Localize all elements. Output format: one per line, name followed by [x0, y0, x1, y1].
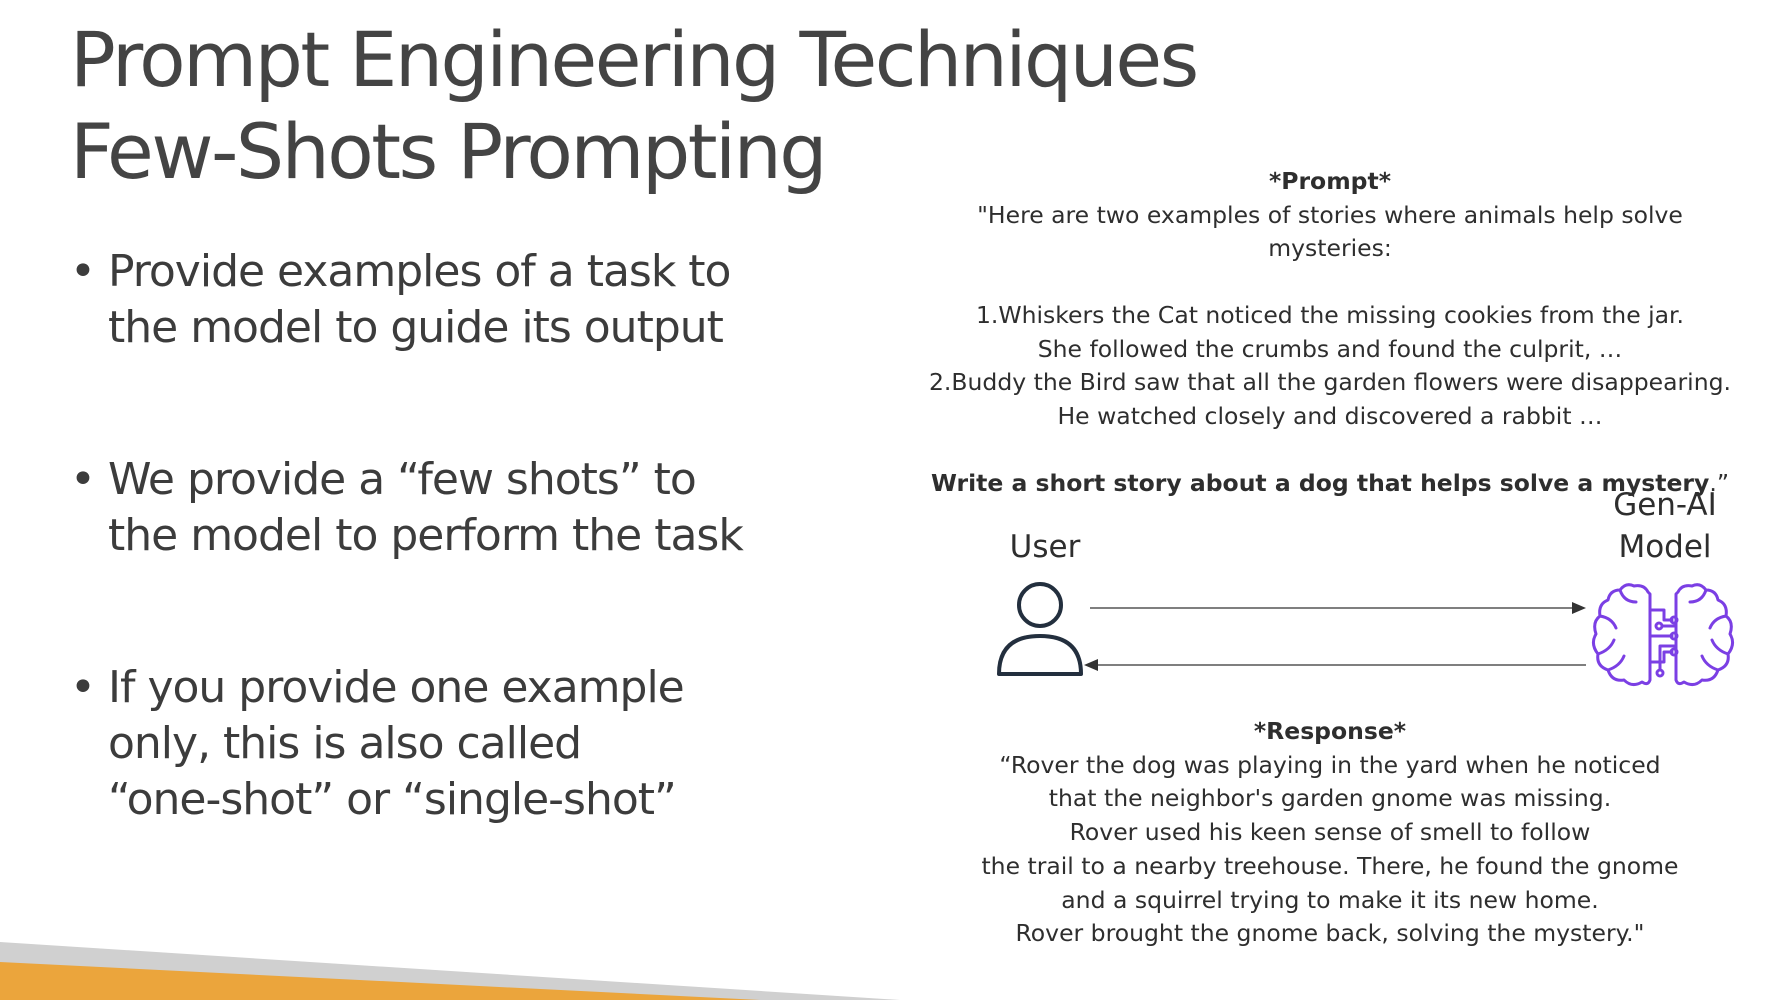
response-line: “Rover the dog was playing in the yard when he noticed — [999, 750, 1661, 779]
prompt-intro: "Here are two examples of stories where animals help solve mysteries: — [977, 200, 1683, 262]
response-heading: *Response* — [1253, 717, 1407, 745]
model-label-line-2: Model — [1618, 529, 1712, 565]
bullet-list — [70, 244, 770, 828]
bullet-line: the model to guide its output — [108, 302, 723, 353]
request-response-arrows — [1080, 595, 1590, 675]
prompt-task-bold: Write a short story about a dog that helps solve a mystery — [931, 468, 1710, 497]
title-line-1: Prompt Engineering Techniques — [70, 15, 1197, 104]
bullet-line: • If you provide one example — [108, 662, 684, 713]
response-line: Rover brought the gnome back, solving the mystery." — [1015, 919, 1645, 948]
prompt-heading: *Prompt* — [1268, 167, 1392, 195]
model-label — [1575, 484, 1755, 568]
title-line-2: Few-Shots Prompting — [70, 107, 826, 196]
spacer — [920, 433, 1740, 467]
bullet-line: “one-shot” or “single-shot” — [108, 774, 676, 825]
prompt-block — [920, 165, 1740, 500]
footer-accent-stripes — [0, 930, 1786, 1000]
bullet-item — [70, 660, 770, 828]
response-line: the trail to a nearby treehouse. There, he found the gnome — [981, 851, 1679, 880]
response-line: that the neighbor's garden gnome was missing. — [1048, 784, 1612, 813]
prompt-example-2-line-1: 2.Buddy the Bird saw that all the garden flowers were disappearing. — [928, 368, 1731, 396]
spacer — [920, 266, 1740, 300]
user-icon — [995, 580, 1085, 678]
bullet-line: only, this is also called — [108, 718, 582, 769]
user-label: User — [1009, 529, 1081, 565]
bullet-item — [70, 452, 770, 564]
arrow-left-icon — [1084, 659, 1098, 671]
prompt-example-1-line-2: She followed the crumbs and found the culprit, … — [1037, 334, 1623, 363]
bullet-item — [70, 244, 770, 356]
bullet-line: • We provide a “few shots” to — [108, 454, 696, 505]
response-line: and a squirrel trying to make it its new home. — [1061, 885, 1599, 914]
response-block — [920, 715, 1740, 951]
bullet-line: the model to perform the task — [108, 510, 743, 561]
response-line: Rover used his keen sense of smell to follow — [1069, 818, 1591, 847]
prompt-task-end: .” — [1709, 468, 1729, 497]
bullet-line: • Provide examples of a task to — [108, 246, 731, 297]
arrow-right-icon — [1572, 602, 1586, 614]
prompt-example-1-line-1: 1.Whiskers the Cat noticed the missing cookies from the jar. — [975, 301, 1685, 329]
model-label-line-1: Gen-AI — [1613, 487, 1717, 523]
prompt-example-2-line-2: He watched closely and discovered a rabbit … — [1057, 401, 1603, 430]
brain-circuit-icon — [1588, 580, 1738, 692]
